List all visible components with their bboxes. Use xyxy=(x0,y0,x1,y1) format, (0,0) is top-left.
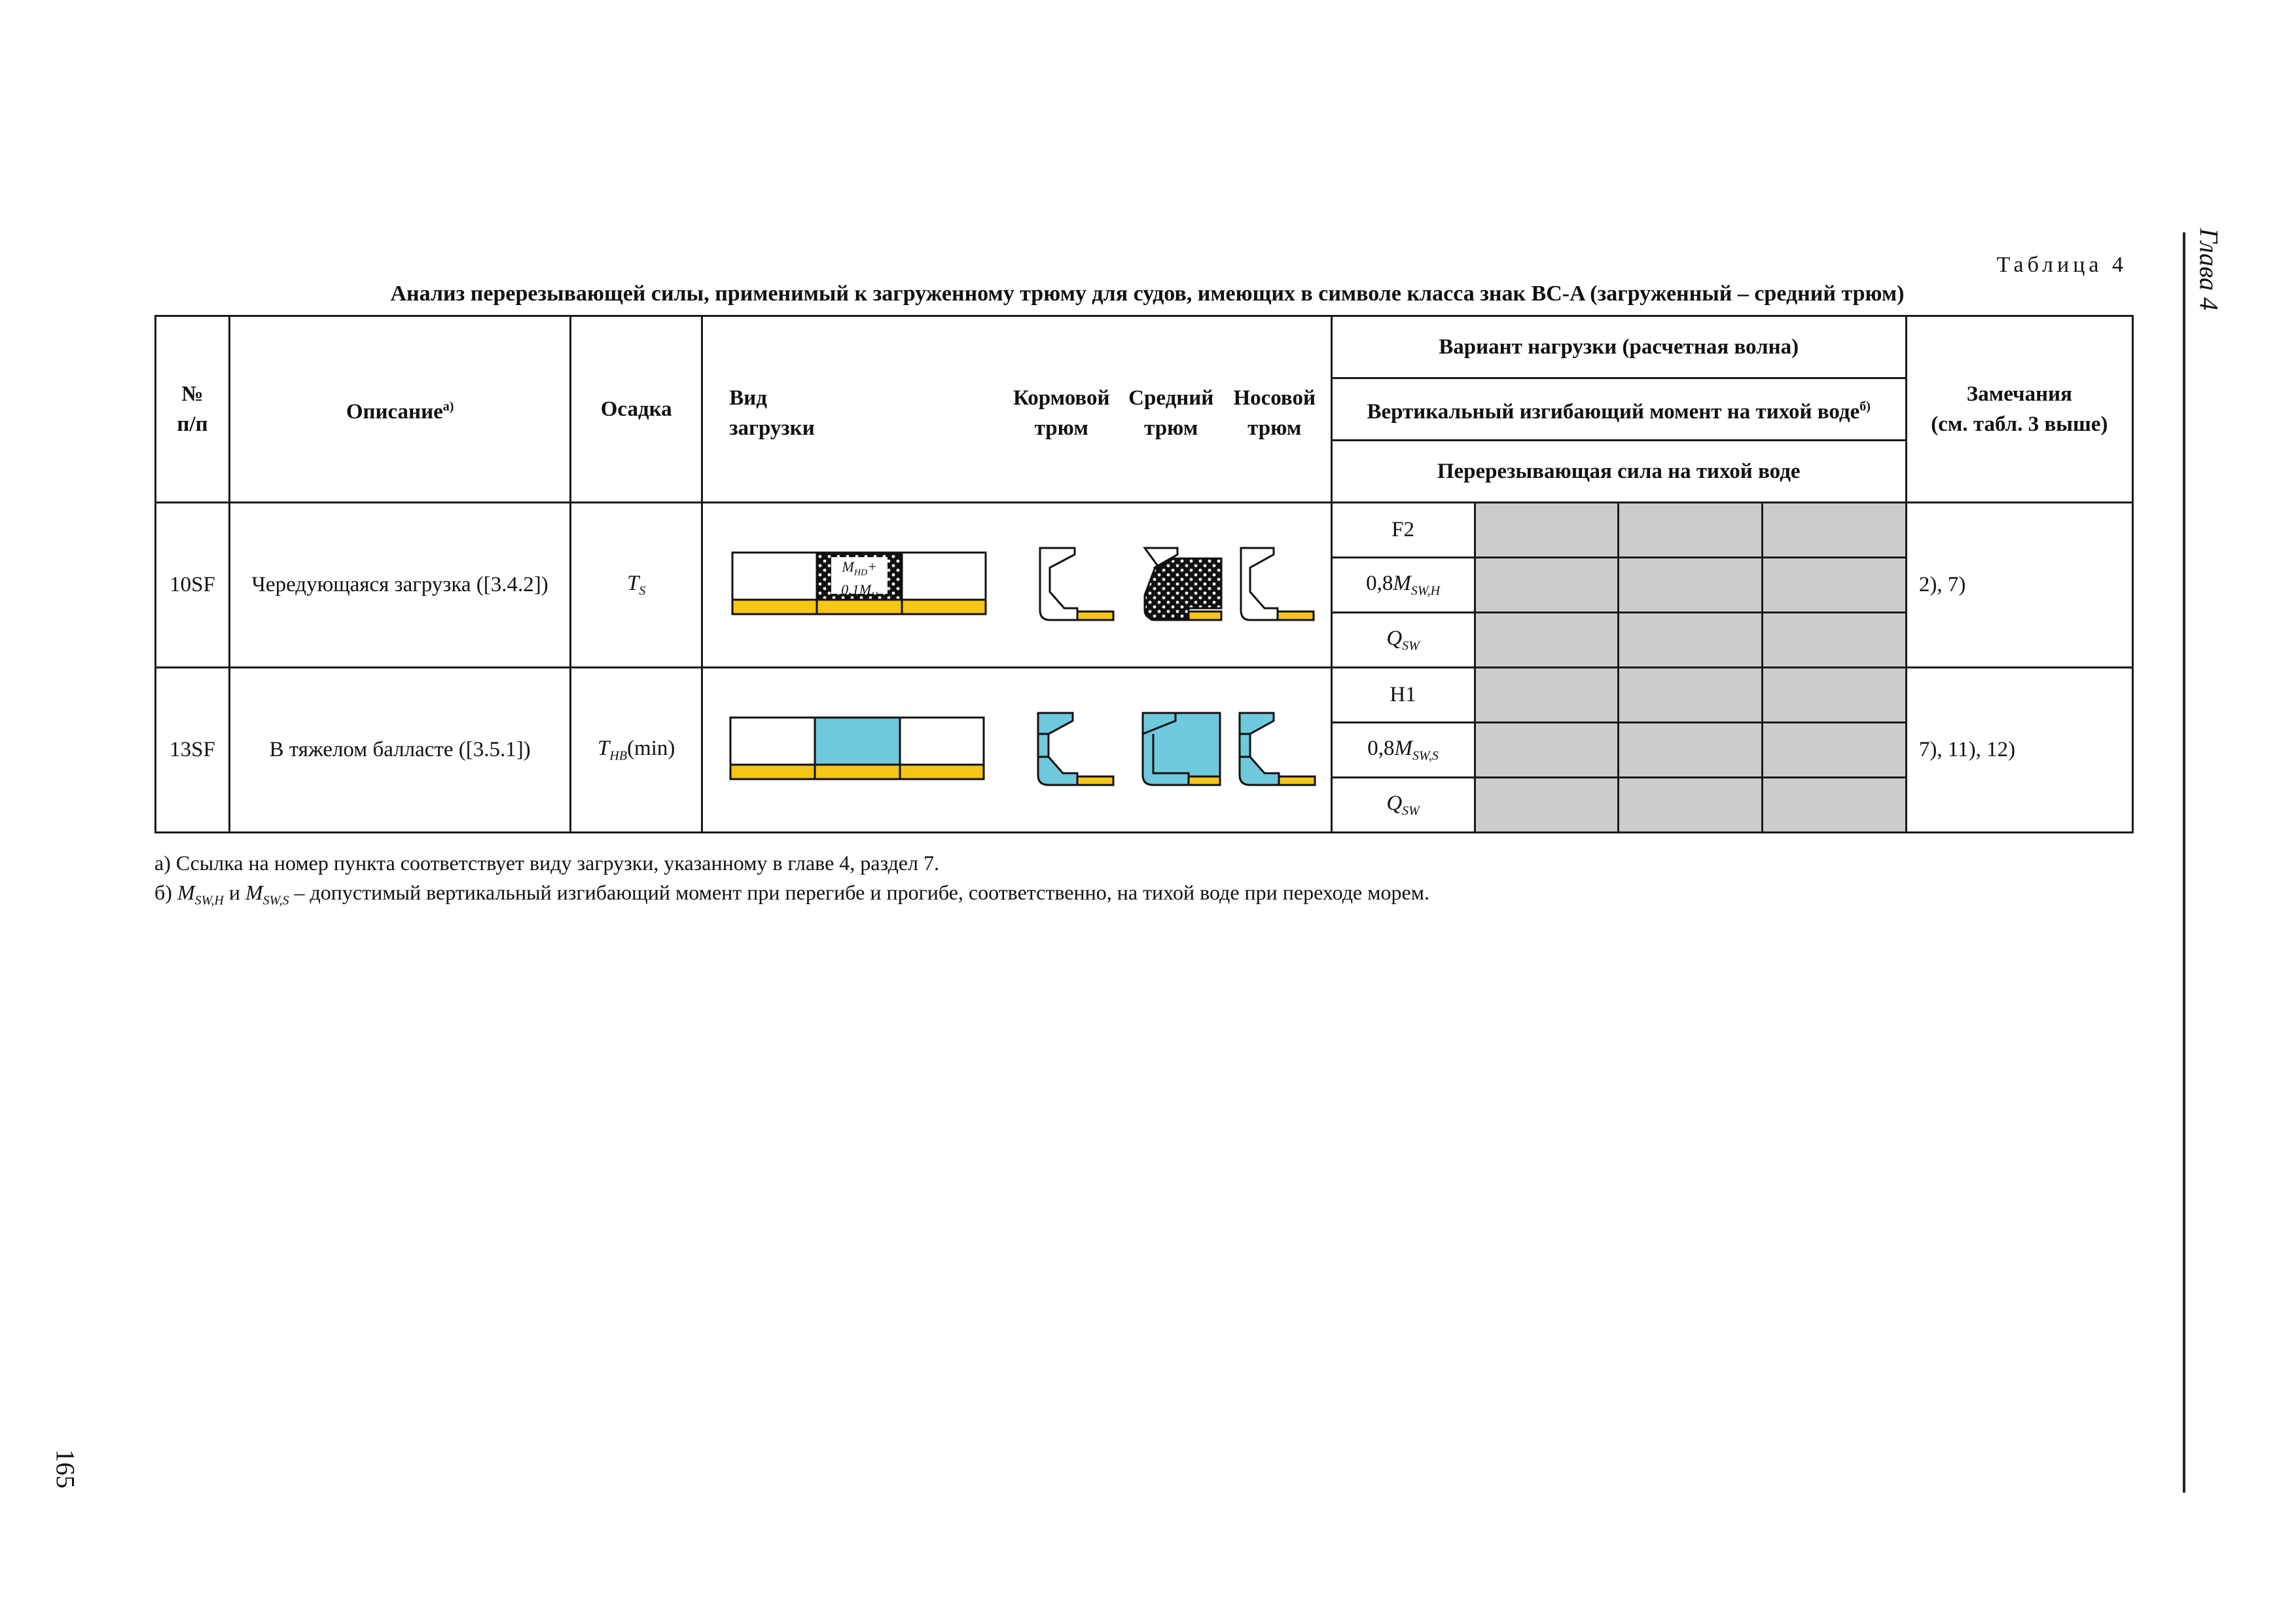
row-remarks: 7), 11), 12) xyxy=(1906,668,2132,833)
header-fwd-hold: Носовой трюм xyxy=(1233,386,1316,440)
gray-cell xyxy=(1618,503,1762,558)
gray-cell xyxy=(1618,723,1762,778)
page-number: 165 xyxy=(50,1449,81,1489)
diagram-moment-label: $M_{HD}+$ $0.1M_H$ xyxy=(841,558,878,601)
gray-cell xyxy=(1618,558,1762,613)
header-mid-hold: Средний трюм xyxy=(1128,386,1214,440)
row-load-diagram xyxy=(702,503,1331,668)
row-no: 13SF xyxy=(156,668,230,833)
row-draft: $T_{HB}(\min)$ xyxy=(571,668,702,833)
header-draft: Осадка xyxy=(571,316,702,503)
gray-cell xyxy=(1618,778,1762,833)
table-row xyxy=(156,503,2133,558)
variant-cell: H1 xyxy=(1331,668,1475,723)
table-number-label: Таблица 4 xyxy=(1996,253,2127,277)
header-aft-hold: Кормовой трюм xyxy=(1013,386,1110,440)
header-description: Описание$^{а)}$ xyxy=(230,316,571,503)
shear-force-table xyxy=(154,315,2134,833)
gray-cell xyxy=(1762,668,1906,723)
gray-cell xyxy=(1475,503,1618,558)
row-description: Чередующаяся загрузка ([3.4.2]) xyxy=(230,503,571,668)
gray-cell xyxy=(1762,723,1906,778)
load-diagram-10sf xyxy=(703,503,1332,666)
variant-cell: F2 xyxy=(1331,503,1475,558)
gray-cell xyxy=(1475,723,1618,778)
row-remarks: 2), 7) xyxy=(1906,503,2132,668)
gray-cell xyxy=(1762,778,1906,833)
header-vbm: Вертикальный изгибающий момент на тихой воде$^{б)}$ xyxy=(1331,378,1906,441)
footnote-a: а) Ссылка на номер пункта соответствует виду загрузки, указанному в главе 4, раздел 7. xyxy=(154,851,940,875)
row-draft: $T_S$ xyxy=(571,503,702,668)
header-shear: Перерезывающая сила на тихой воде xyxy=(1331,441,1906,503)
footnote-b: б) $M_{SW,H}$ и $M_{SW,S}$ – допустимый вертикальный изгибающий момент при перегибе и прогибе, соответственно, на тихой воде при переходе морем. xyxy=(154,881,1429,908)
load-diagram-13sf xyxy=(703,668,1332,831)
header-no: № п/п xyxy=(156,316,230,503)
header-load-variant: Вариант нагрузки (расчетная волна) xyxy=(1331,316,1906,378)
shear-cell: $Q_{SW}$ xyxy=(1331,613,1475,668)
row-no: 10SF xyxy=(156,503,230,668)
moment-cell: $0,8M_{SW,H}$ xyxy=(1331,558,1475,613)
row-description: В тяжелом балласте ([3.5.1]) xyxy=(230,668,571,833)
gray-cell xyxy=(1618,613,1762,668)
table-row xyxy=(156,668,2133,723)
shear-cell: $Q_{SW}$ xyxy=(1331,778,1475,833)
gray-cell xyxy=(1475,558,1618,613)
gray-cell xyxy=(1762,613,1906,668)
gray-cell xyxy=(1762,558,1906,613)
header-remarks: Замечания (см. табл. 3 выше) xyxy=(1906,316,2132,503)
gray-cell xyxy=(1618,668,1762,723)
gray-cell xyxy=(1475,613,1618,668)
header-load-view: Вид загрузки Кормовой трюм Средний трюм Носовой трюм xyxy=(702,316,1331,503)
gray-cell xyxy=(1475,778,1618,833)
row-load-diagram xyxy=(702,668,1331,833)
gray-cell xyxy=(1475,668,1618,723)
side-rule xyxy=(2183,232,2185,1493)
moment-cell: $0,8M_{SW,S}$ xyxy=(1331,723,1475,778)
gray-cell xyxy=(1762,503,1906,558)
chapter-label: Глава 4 xyxy=(2194,228,2224,311)
table-caption: Анализ перерезывающей силы, применимый к загруженному трюму для судов, имеющих в символе класса знак BC-A (загруженный – средний трюм) xyxy=(390,282,1905,306)
